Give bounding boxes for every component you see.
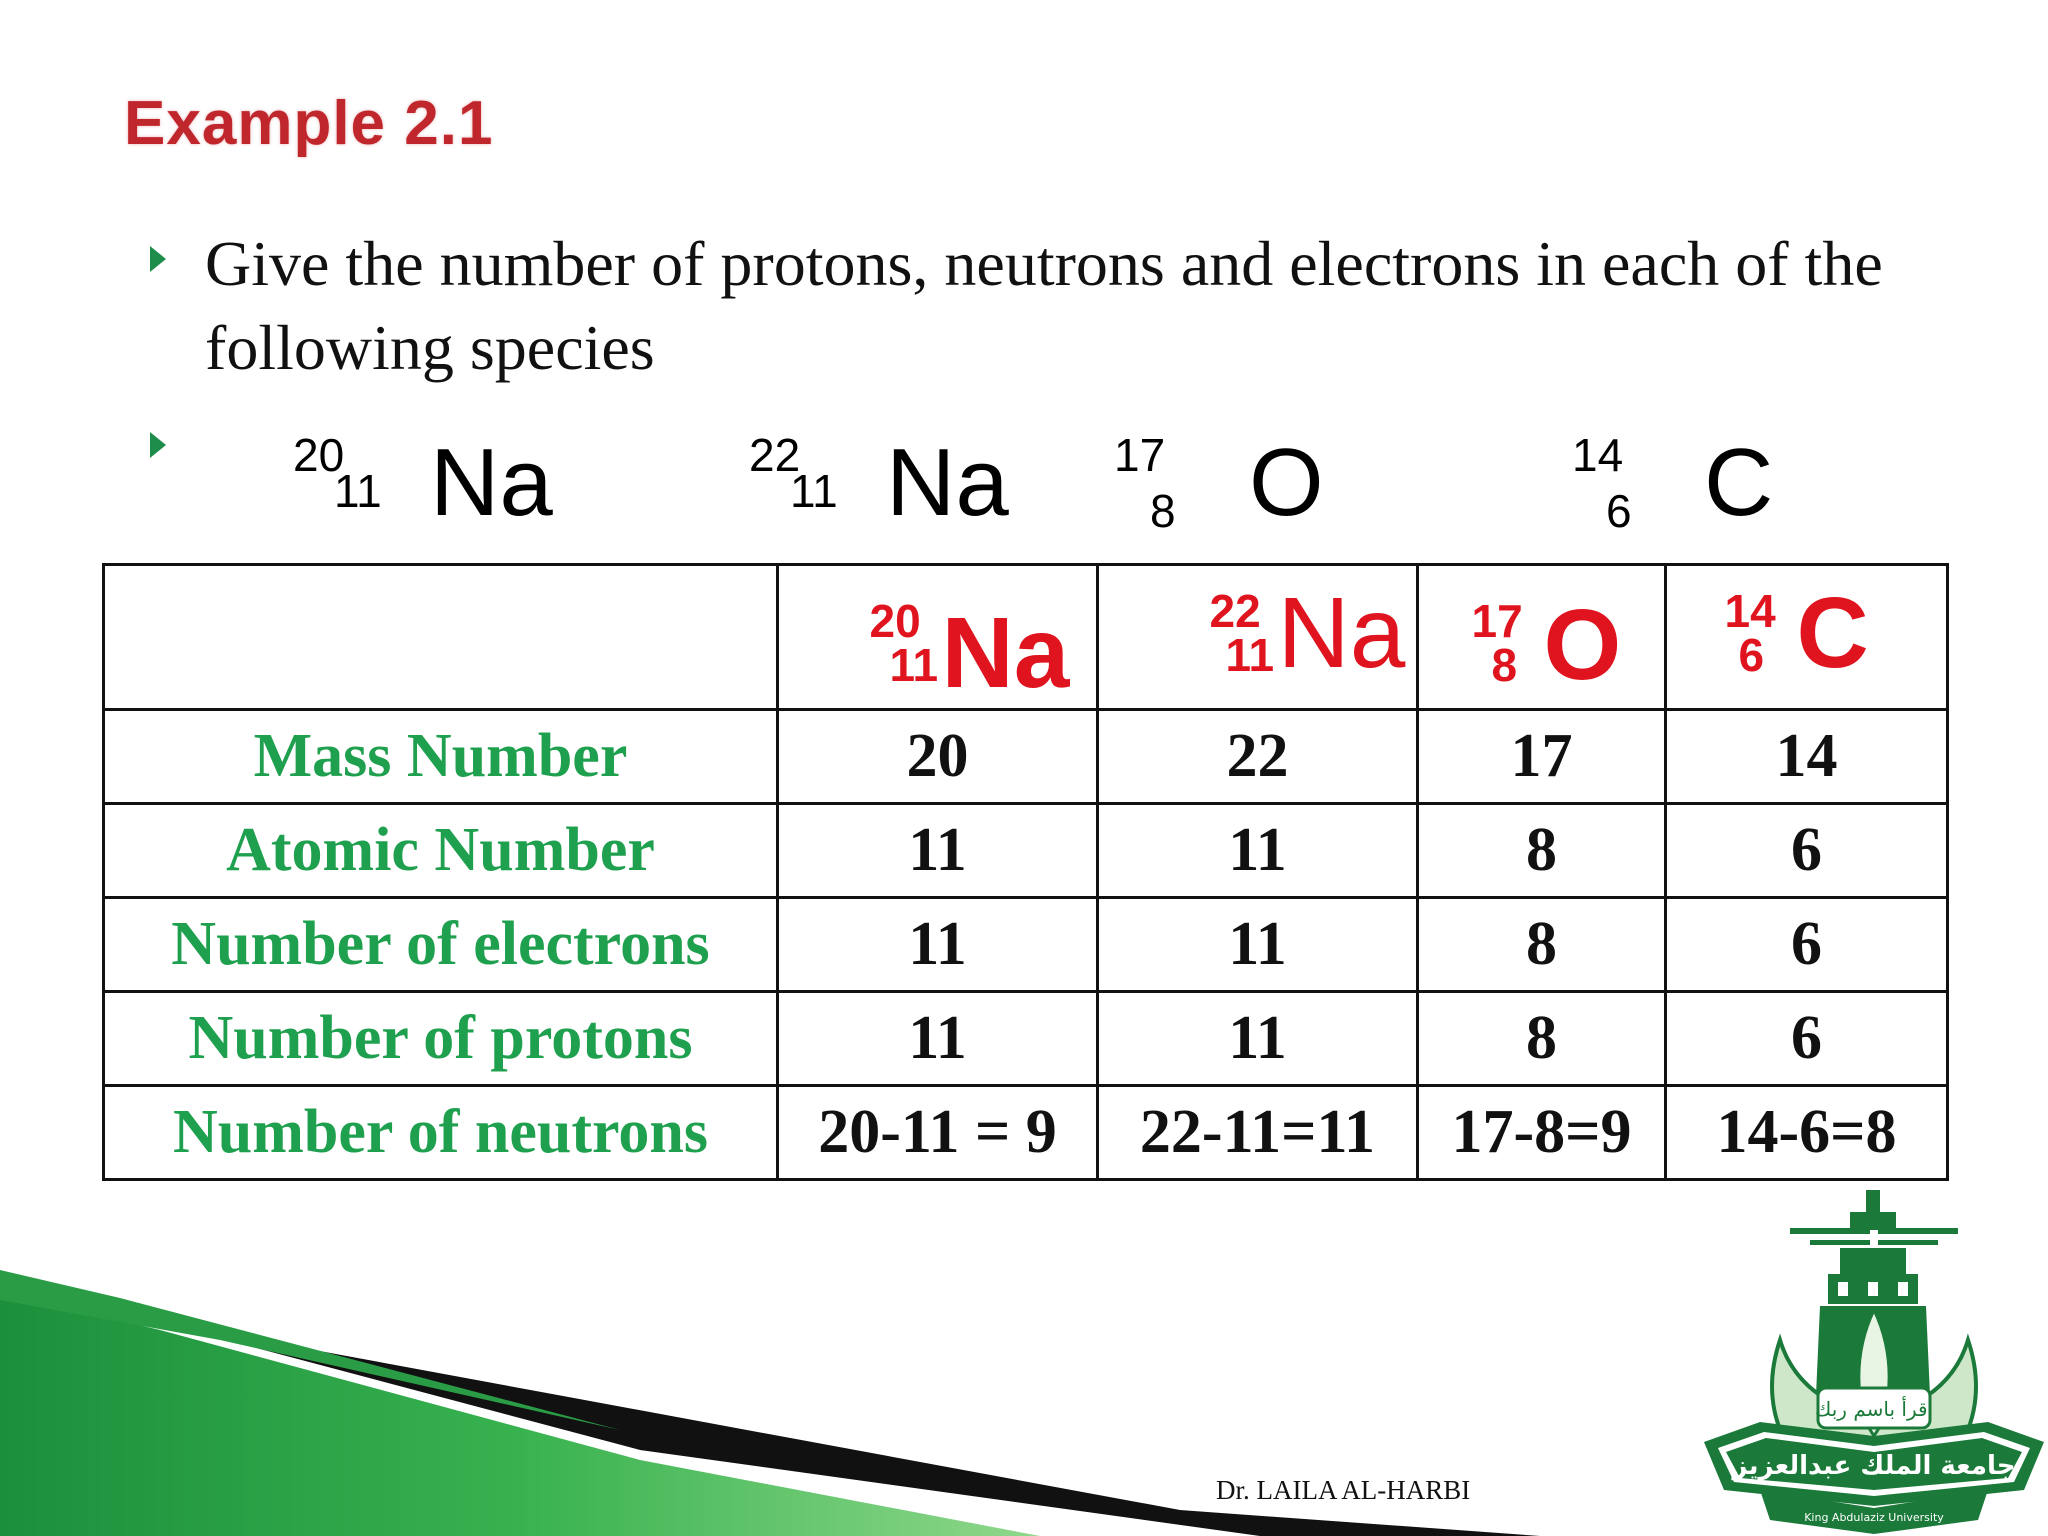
table-header-row	[104, 565, 1948, 710]
table-row	[104, 710, 1948, 804]
table-row	[104, 804, 1948, 898]
header-isotope	[1148, 566, 1406, 692]
header-isotope-symbol: Na	[1277, 577, 1406, 689]
table-header-empty	[104, 565, 778, 710]
table-cell: 14-6=8	[1666, 1086, 1948, 1180]
header-isotope-mass: 17	[1471, 595, 1523, 647]
header-isotope-mass: 22	[1209, 585, 1261, 637]
header-isotope-atomic: 6	[1738, 629, 1765, 681]
table-cell: 11	[1098, 992, 1418, 1086]
header-isotope-atomic: 8	[1491, 639, 1518, 691]
header-isotope	[1717, 566, 1897, 692]
row-label: Atomic Number	[104, 804, 778, 898]
header-isotope-atomic: 11	[889, 639, 939, 691]
row-label: Mass Number	[104, 710, 778, 804]
table-row	[104, 1086, 1948, 1180]
svg-text:اقرأ باسم ربك: اقرأ باسم ربك	[1814, 1397, 1934, 1421]
table-cell: 6	[1666, 898, 1948, 992]
table-cell: 8	[1418, 898, 1666, 992]
header-isotope	[828, 566, 1070, 709]
table-row	[104, 992, 1948, 1086]
table-cell: 6	[1666, 992, 1948, 1086]
table-cell: 11	[778, 992, 1098, 1086]
header-isotope-symbol: O	[1543, 589, 1622, 701]
table-header-cell	[1098, 565, 1418, 710]
table-header-cell	[1418, 565, 1666, 710]
slide-title: Example 2.1	[124, 89, 494, 158]
header-isotope-symbol: C	[1796, 577, 1869, 689]
header-isotope-atomic: 11	[1225, 629, 1275, 681]
table-cell: 20	[778, 710, 1098, 804]
row-label: Number of neutrons	[104, 1086, 778, 1180]
header-isotope-symbol: Na	[941, 597, 1070, 709]
header-isotope	[1452, 566, 1632, 701]
isotope-symbol: C	[1704, 429, 1774, 536]
isotope-symbol: O	[1249, 429, 1324, 536]
table-cell: 8	[1418, 804, 1666, 898]
row-label: Number of protons	[104, 992, 778, 1086]
table-header-cell	[1666, 565, 1948, 710]
isotope-symbol: Na	[430, 429, 553, 536]
table-cell: 6	[1666, 804, 1948, 898]
header-isotope-mass: 20	[869, 595, 921, 647]
table-cell: 11	[778, 804, 1098, 898]
isotope-atomic: 6	[1606, 485, 1632, 537]
footer-author: Dr. LAILA AL-HARBI	[1216, 1475, 1471, 1505]
header-isotope-mass: 14	[1724, 585, 1776, 637]
svg-text:King Abdulaziz University: King Abdulaziz University	[1804, 1511, 1944, 1524]
table-cell: 20-11 = 9	[778, 1086, 1098, 1180]
table-header-cell	[778, 565, 1098, 710]
table-cell: 8	[1418, 992, 1666, 1086]
isotope-atomic: 8	[1150, 485, 1176, 537]
table-row	[104, 898, 1948, 992]
isotope-mass: 17	[1114, 429, 1166, 481]
bullet-arrow-icon	[150, 432, 166, 458]
table-cell: 11	[1098, 898, 1418, 992]
isotope-mass: 22	[749, 429, 801, 481]
bullet-arrow-icon	[150, 246, 166, 272]
isotope-atomic: 11	[790, 465, 838, 517]
university-logo	[1700, 1190, 2048, 1536]
table-cell: 14	[1666, 710, 1948, 804]
svg-text:جامعة الملك عبدالعزيز: جامعة الملك عبدالعزيز	[1732, 1451, 2016, 1481]
table-cell: 17	[1418, 710, 1666, 804]
isotope-mass: 14	[1572, 429, 1624, 481]
isotope-table	[102, 563, 1949, 1181]
table-cell: 17-8=9	[1418, 1086, 1666, 1180]
question-text: Give the number of protons, neutrons and electrons in each of the following species	[205, 228, 1883, 383]
isotope-mass: 20	[293, 429, 345, 481]
table-cell: 22-11=11	[1098, 1086, 1418, 1180]
isotope-atomic: 11	[334, 465, 382, 517]
table-cell: 11	[1098, 804, 1418, 898]
table-cell: 11	[778, 898, 1098, 992]
table-cell: 22	[1098, 710, 1418, 804]
row-label: Number of electrons	[104, 898, 778, 992]
isotope-symbol: Na	[886, 429, 1009, 536]
